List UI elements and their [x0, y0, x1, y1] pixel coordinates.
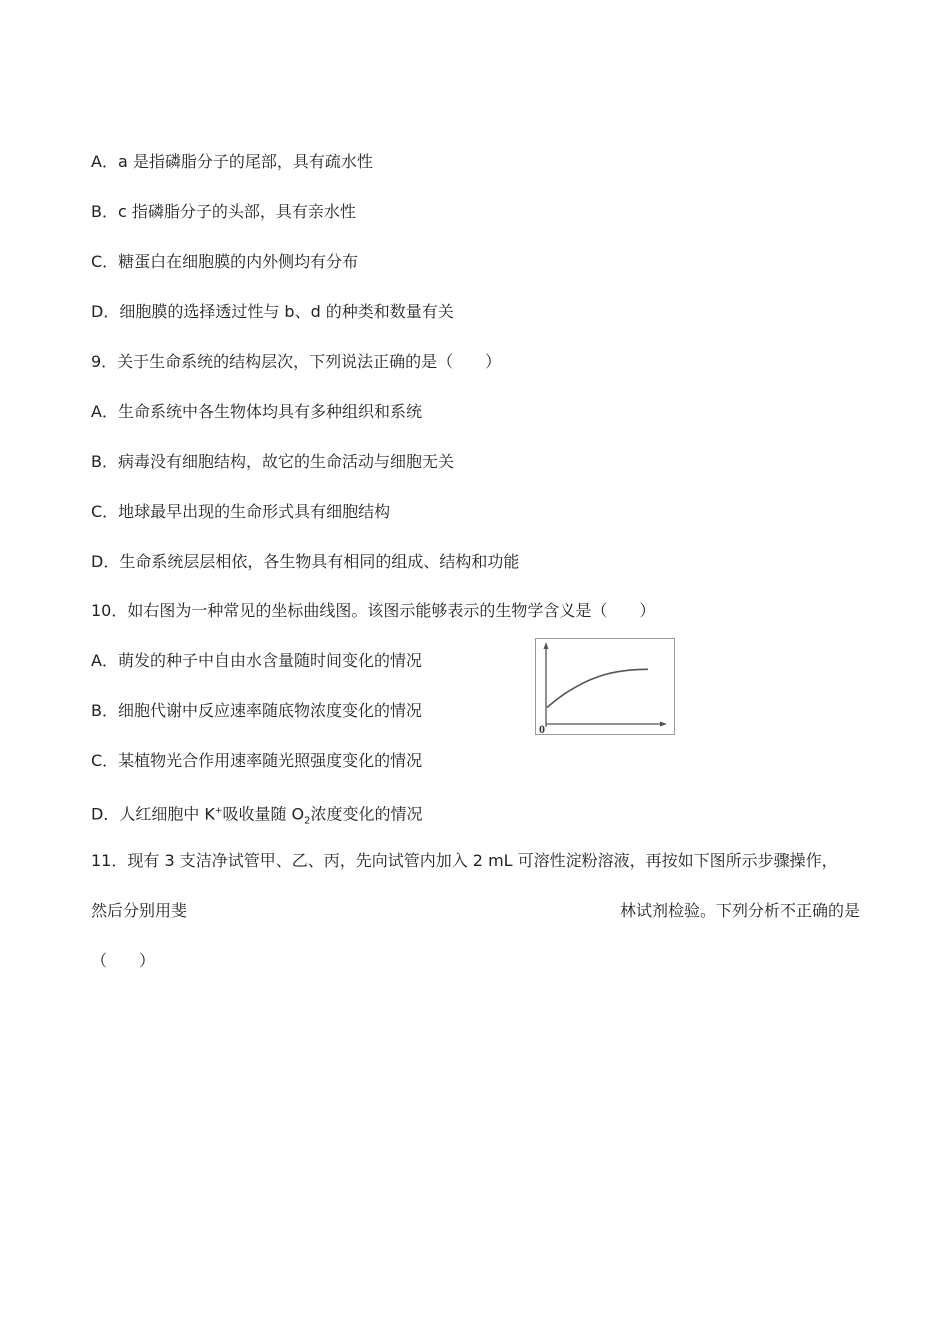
q11-stem-line2-left: 然后分别用斐 — [91, 901, 188, 920]
q8-option-b: B．c 指磷脂分子的头部，具有亲水性 — [91, 202, 356, 221]
q10-option-b: B．细胞代谢中反应速率随底物浓度变化的情况 — [91, 701, 422, 720]
q10-option-d-prefix: D．人红细胞中 K — [91, 804, 215, 824]
q9-option-a: A．生命系统中各生物体均具有多种组织和系统 — [91, 402, 422, 421]
potassium-superscript: + — [214, 806, 223, 816]
q11-stem-line2-right: 林试剂检验。下列分析不正确的是 — [619, 901, 860, 920]
q10-option-d-suffix: 浓度变化的情况 — [310, 804, 423, 824]
q9-option-d: D．生命系统层层相依，各生物具有相同的组成、结构和功能 — [91, 552, 520, 571]
x-axis-arrow — [660, 722, 667, 727]
q11-stem-line1: 11．现有 3 支洁净试管甲、乙、丙，先向试管内加入 2 mL 可溶性淀粉溶液，再按如下图所示步骤操作， — [91, 851, 838, 870]
q9-option-c: C．地球最早出现的生命形式具有细胞结构 — [91, 502, 391, 521]
q11-stem-line3: （ ） — [91, 951, 156, 970]
y-axis-arrow — [544, 642, 549, 649]
q10-option-a: A．萌发的种子中自由水含量随时间变化的情况 — [91, 651, 422, 670]
curve-line — [547, 669, 648, 707]
q10-option-d-mid: 吸收量随 O — [222, 804, 305, 824]
coordinate-curve-graph — [535, 638, 675, 735]
q10-option-c: C．某植物光合作用速率随光照强度变化的情况 — [91, 751, 423, 770]
q8-option-c: C．糖蛋白在细胞膜的内外侧均有分布 — [91, 252, 359, 271]
q10-option-d — [91, 801, 423, 832]
origin-label: 0 — [539, 722, 545, 734]
q8-option-a: A．a 是指磷脂分子的尾部，具有疏水性 — [91, 152, 373, 171]
q10-stem: 10．如右图为一种常见的坐标曲线图。该图示能够表示的生物学含义是（ ） — [91, 601, 656, 620]
q9-stem: 9．关于生命系统的结构层次，下列说法正确的是（ ） — [91, 352, 502, 371]
oxygen-subscript: 2 — [304, 815, 311, 827]
q8-option-d: D．细胞膜的选择透过性与 b、d 的种类和数量有关 — [91, 302, 454, 321]
graph-canvas — [536, 639, 674, 734]
q9-option-b: B．病毒没有细胞结构，故它的生命活动与细胞无关 — [91, 452, 454, 471]
